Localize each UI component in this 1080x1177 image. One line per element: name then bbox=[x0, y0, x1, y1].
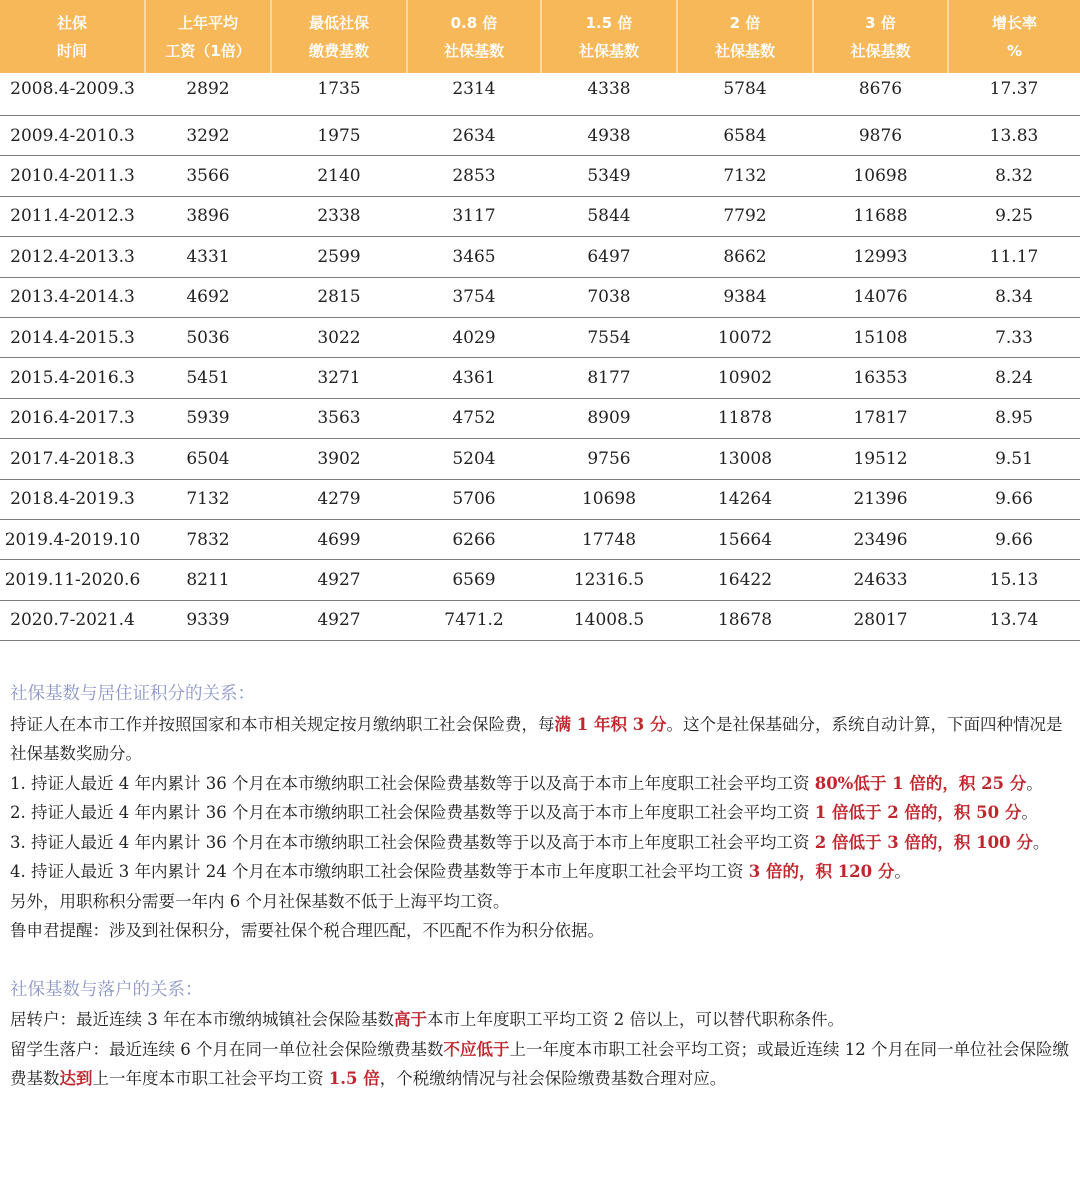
table-body bbox=[0, 73, 1080, 641]
text: 。 bbox=[1021, 803, 1038, 822]
hukou-overseas-student bbox=[10, 1035, 1076, 1094]
column-header-7 bbox=[948, 0, 1080, 73]
column-header-line: 社保基数 bbox=[443, 41, 504, 60]
text: 。 bbox=[1032, 832, 1050, 852]
highlight: 80%低于 1 倍的，积 25 分 bbox=[814, 773, 1027, 793]
table-cell: 10902 bbox=[677, 358, 813, 398]
table-cell: 7038 bbox=[541, 277, 677, 317]
table-cell: 2014.4-2015.3 bbox=[0, 317, 145, 357]
table-cell: 3117 bbox=[407, 196, 541, 236]
points-item-3 bbox=[10, 828, 1076, 858]
table-cell: 2017.4-2018.3 bbox=[0, 439, 145, 479]
text: 。这个是社保基础分，系统自动计算，下面四种情况是社保基数奖励分。 bbox=[10, 714, 1063, 763]
table-cell: 28017 bbox=[813, 600, 948, 640]
table-row bbox=[0, 398, 1080, 438]
points-item-1 bbox=[10, 769, 1076, 799]
table-cell: 7792 bbox=[677, 196, 813, 236]
highlight: 高于 bbox=[394, 1010, 427, 1029]
table-row bbox=[0, 600, 1080, 640]
table-cell: 6569 bbox=[407, 560, 541, 600]
points-intro bbox=[10, 710, 1076, 769]
table-cell: 19512 bbox=[813, 439, 948, 479]
table-cell: 4699 bbox=[271, 519, 407, 559]
points-reminder: 鲁申君提醒：涉及到社保积分，需要社保个税合理匹配，不匹配不作为积分依据。 bbox=[10, 921, 604, 940]
table-cell: 2009.4-2010.3 bbox=[0, 116, 145, 156]
table-row bbox=[0, 439, 1080, 479]
table-cell: 3271 bbox=[271, 358, 407, 398]
table-cell: 9339 bbox=[145, 600, 271, 640]
column-header-line: 社保基数 bbox=[578, 41, 639, 60]
text: 3. 持证人最近 4 年内累计 36 个月在本市缴纳职工社会保险费基数等于以及高于本市上年度职工社会平均工资 bbox=[10, 832, 815, 852]
table-cell: 2013.4-2014.3 bbox=[0, 277, 145, 317]
text: 持证人在本市工作并按照国家和本市相关规定按月缴纳职工社会保险费，每 bbox=[10, 714, 555, 734]
table-row bbox=[0, 73, 1080, 116]
table-cell: 15.13 bbox=[948, 560, 1080, 600]
table-cell: 8211 bbox=[145, 560, 271, 600]
column-header-line: 增长率 bbox=[991, 13, 1037, 32]
table-cell: 7132 bbox=[677, 156, 813, 196]
table-cell: 5349 bbox=[541, 156, 677, 196]
highlight: 不应低于 bbox=[443, 1039, 510, 1059]
table-cell: 8.95 bbox=[948, 398, 1080, 438]
table-cell: 17817 bbox=[813, 398, 948, 438]
table-cell: 2853 bbox=[407, 156, 541, 196]
column-header-line: 工资（1倍） bbox=[165, 41, 251, 60]
table-row bbox=[0, 277, 1080, 317]
table-cell: 2019.11-2020.6 bbox=[0, 560, 145, 600]
table-cell: 9.51 bbox=[948, 439, 1080, 479]
table-cell: 6266 bbox=[407, 519, 541, 559]
column-header-5 bbox=[677, 0, 813, 73]
table-cell: 8177 bbox=[541, 358, 677, 398]
table-cell: 5784 bbox=[677, 73, 813, 116]
table-cell: 8676 bbox=[813, 73, 948, 116]
table-cell: 3465 bbox=[407, 237, 541, 277]
table-cell: 10072 bbox=[677, 317, 813, 357]
table-cell: 4692 bbox=[145, 277, 271, 317]
table-cell: 2020.7-2021.4 bbox=[0, 600, 145, 640]
table-cell: 4927 bbox=[271, 560, 407, 600]
column-header-line: 1.5 倍 bbox=[585, 13, 633, 32]
table-cell: 4752 bbox=[407, 398, 541, 438]
column-header-line: 社保基数 bbox=[714, 41, 775, 60]
table-cell: 2634 bbox=[407, 116, 541, 156]
table-cell: 9.25 bbox=[948, 196, 1080, 236]
table-cell: 4361 bbox=[407, 358, 541, 398]
table-cell: 2140 bbox=[271, 156, 407, 196]
table-cell: 3896 bbox=[145, 196, 271, 236]
table-cell: 4938 bbox=[541, 116, 677, 156]
table-cell: 14008.5 bbox=[541, 600, 677, 640]
table-cell: 4331 bbox=[145, 237, 271, 277]
text: 本市上年度职工平均工资 2 倍以上，可以替代职称条件。 bbox=[427, 1010, 844, 1029]
table-cell: 2008.4-2009.3 bbox=[0, 73, 145, 116]
points-item-4 bbox=[10, 857, 1076, 887]
table-cell: 2015.4-2016.3 bbox=[0, 358, 145, 398]
table-cell: 8.24 bbox=[948, 358, 1080, 398]
table-cell: 1735 bbox=[271, 73, 407, 116]
table-cell: 8662 bbox=[677, 237, 813, 277]
table-cell: 2018.4-2019.3 bbox=[0, 479, 145, 519]
text: 上一年度本市职工社会平均工资 bbox=[92, 1069, 329, 1088]
table-cell: 7832 bbox=[145, 519, 271, 559]
table-cell: 23496 bbox=[813, 519, 948, 559]
table-cell: 16353 bbox=[813, 358, 948, 398]
table-cell: 14076 bbox=[813, 277, 948, 317]
table-cell: 9384 bbox=[677, 277, 813, 317]
table-cell: 3754 bbox=[407, 277, 541, 317]
highlight: 1 倍低于 2 倍的，积 50 分 bbox=[814, 803, 1022, 822]
table-cell: 9.66 bbox=[948, 479, 1080, 519]
highlight: 2 倍低于 3 倍的，积 100 分 bbox=[814, 832, 1033, 852]
table-row bbox=[0, 560, 1080, 600]
text: ，个税缴纳情况与社会保险缴费基数合理对应。 bbox=[379, 1069, 727, 1088]
table-row bbox=[0, 317, 1080, 357]
text: 4. 持证人最近 3 年内累计 24 个月在本市缴纳职工社会保险费基数等于本市上年度职工社会平均工资 bbox=[10, 862, 749, 881]
table-cell: 7554 bbox=[541, 317, 677, 357]
table-cell: 6497 bbox=[541, 237, 677, 277]
table-row bbox=[0, 479, 1080, 519]
points-extra: 另外，用职称积分需要一年内 6 个月社保基数不低于上海平均工资。 bbox=[10, 891, 510, 911]
column-header-2 bbox=[271, 0, 407, 73]
table-row bbox=[0, 358, 1080, 398]
table-cell: 14264 bbox=[677, 479, 813, 519]
table-cell: 3292 bbox=[145, 116, 271, 156]
table-cell: 2010.4-2011.3 bbox=[0, 156, 145, 196]
table-cell: 7132 bbox=[145, 479, 271, 519]
table-cell: 8.32 bbox=[948, 156, 1080, 196]
table-cell: 5706 bbox=[407, 479, 541, 519]
column-header-line: 3 倍 bbox=[865, 13, 896, 32]
text: 1. 持证人最近 4 年内累计 36 个月在本市缴纳职工社会保险费基数等于以及高于本市上年度职工社会平均工资 bbox=[10, 773, 815, 793]
table-cell: 5939 bbox=[145, 398, 271, 438]
table-cell: 6504 bbox=[145, 439, 271, 479]
table-cell: 12993 bbox=[813, 237, 948, 277]
table-cell: 18678 bbox=[677, 600, 813, 640]
points-item-2 bbox=[10, 798, 1076, 828]
table-cell: 10698 bbox=[541, 479, 677, 519]
column-header-4 bbox=[541, 0, 677, 73]
table-cell: 2599 bbox=[271, 237, 407, 277]
table-cell: 9756 bbox=[541, 439, 677, 479]
column-header-line: 社保基数 bbox=[850, 41, 911, 60]
table-cell: 7.33 bbox=[948, 317, 1080, 357]
table-cell: 5844 bbox=[541, 196, 677, 236]
table-header bbox=[0, 0, 1080, 73]
hukou-residence bbox=[10, 1005, 1076, 1035]
table-cell: 3022 bbox=[271, 317, 407, 357]
table-cell: 11878 bbox=[677, 398, 813, 438]
table-cell: 21396 bbox=[813, 479, 948, 519]
column-header-1 bbox=[145, 0, 271, 73]
text: 上一年度本市职工社会平均工资；或最近连续 12 个月在同一单位社会保险缴费基数 bbox=[10, 1039, 1069, 1088]
column-header-line: 0.8 倍 bbox=[450, 13, 498, 32]
highlight: 3 倍的，积 120 分 bbox=[748, 862, 895, 881]
table-cell: 2815 bbox=[271, 277, 407, 317]
column-header-line: % bbox=[1006, 41, 1023, 60]
table-cell: 10698 bbox=[813, 156, 948, 196]
table-row bbox=[0, 116, 1080, 156]
table-cell: 2011.4-2012.3 bbox=[0, 196, 145, 236]
table-cell: 24633 bbox=[813, 560, 948, 600]
notes-section bbox=[10, 680, 1076, 1094]
text: 。 bbox=[894, 862, 911, 881]
table-row bbox=[0, 237, 1080, 277]
column-header-line: 缴费基数 bbox=[308, 41, 369, 60]
table-cell: 15108 bbox=[813, 317, 948, 357]
table-cell: 3563 bbox=[271, 398, 407, 438]
table-cell: 12316.5 bbox=[541, 560, 677, 600]
table-cell: 5204 bbox=[407, 439, 541, 479]
column-header-line: 2 倍 bbox=[729, 13, 761, 32]
highlight: 达到 bbox=[59, 1069, 93, 1088]
section-title-points: 社保基数与居住证积分的关系： bbox=[10, 684, 255, 704]
table-cell: 2338 bbox=[271, 196, 407, 236]
table-cell: 1975 bbox=[271, 116, 407, 156]
table-cell: 2012.4-2013.3 bbox=[0, 237, 145, 277]
text: 留学生落户：最近连续 6 个月在同一单位社会保险缴费基数 bbox=[10, 1039, 444, 1059]
spacer bbox=[10, 946, 1076, 976]
table-cell: 6584 bbox=[677, 116, 813, 156]
table-cell: 2892 bbox=[145, 73, 271, 116]
table-row bbox=[0, 156, 1080, 196]
table-cell: 11.17 bbox=[948, 237, 1080, 277]
table-cell: 8909 bbox=[541, 398, 677, 438]
column-header-line: 时间 bbox=[56, 41, 87, 60]
table-cell: 2016.4-2017.3 bbox=[0, 398, 145, 438]
table-cell: 7471.2 bbox=[407, 600, 541, 640]
table-row bbox=[0, 519, 1080, 559]
table-cell: 5036 bbox=[145, 317, 271, 357]
column-header-line: 上年平均 bbox=[177, 13, 238, 32]
table-cell: 13.83 bbox=[948, 116, 1080, 156]
table-cell: 16422 bbox=[677, 560, 813, 600]
column-header-0 bbox=[0, 0, 145, 73]
table-cell: 9876 bbox=[813, 116, 948, 156]
table-cell: 15664 bbox=[677, 519, 813, 559]
section-title-hukou: 社保基数与落户的关系： bbox=[10, 979, 203, 1000]
column-header-6 bbox=[813, 0, 948, 73]
table-cell: 11688 bbox=[813, 196, 948, 236]
column-header-line: 最低社保 bbox=[308, 13, 369, 32]
table-cell: 4338 bbox=[541, 73, 677, 116]
column-header-line: 社保 bbox=[56, 13, 87, 32]
table-cell: 3902 bbox=[271, 439, 407, 479]
text: 居转户：最近连续 3 年在本市缴纳城镇社会保险基数 bbox=[10, 1010, 394, 1029]
table-cell: 17.37 bbox=[948, 73, 1080, 116]
table-cell: 3566 bbox=[145, 156, 271, 196]
text: 2. 持证人最近 4 年内累计 36 个月在本市缴纳职工社会保险费基数等于以及高于本市上年度职工社会平均工资 bbox=[10, 803, 815, 822]
table-cell: 5451 bbox=[145, 358, 271, 398]
highlight: 满 1 年积 3 分 bbox=[554, 714, 667, 734]
column-header-3 bbox=[407, 0, 541, 73]
table-cell: 8.34 bbox=[948, 277, 1080, 317]
table-cell: 17748 bbox=[541, 519, 677, 559]
table-cell: 13.74 bbox=[948, 600, 1080, 640]
table-cell: 2314 bbox=[407, 73, 541, 116]
table-cell: 4279 bbox=[271, 479, 407, 519]
table-cell: 4927 bbox=[271, 600, 407, 640]
table-cell: 13008 bbox=[677, 439, 813, 479]
table-row bbox=[0, 196, 1080, 236]
highlight: 1.5 倍 bbox=[328, 1069, 380, 1088]
table-cell: 9.66 bbox=[948, 519, 1080, 559]
table-cell: 4029 bbox=[407, 317, 541, 357]
text: 。 bbox=[1026, 773, 1043, 793]
table-cell: 2019.4-2019.10 bbox=[0, 519, 145, 559]
